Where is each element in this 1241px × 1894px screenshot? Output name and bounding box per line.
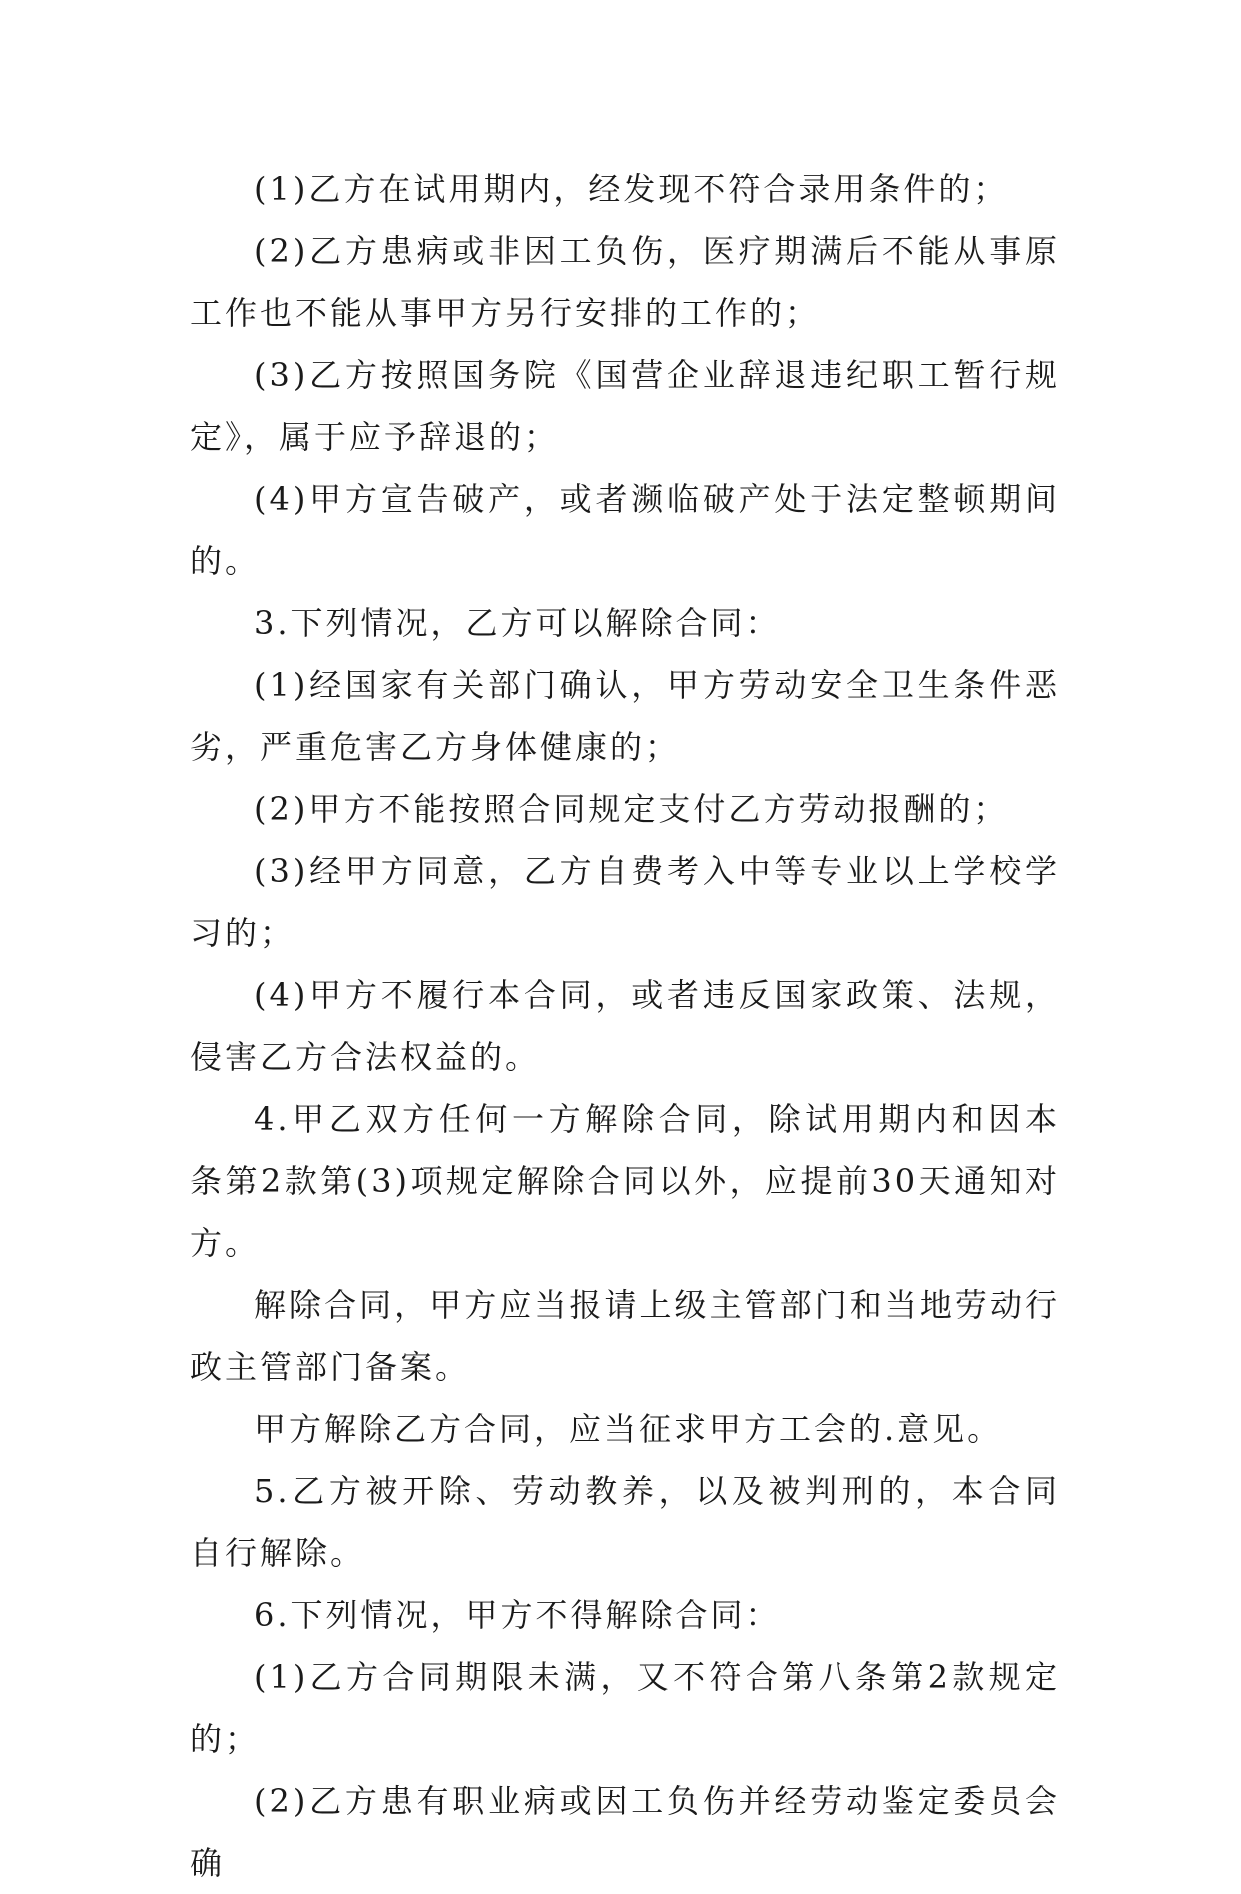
clause-paragraph: 解除合同，甲方应当报请上级主管部门和当地劳动行政主管部门备案。 — [190, 1286, 1060, 1386]
clause-paragraph: (4)甲方宣告破产，或者濒临破产处于法定整顿期间的。 — [190, 480, 1060, 580]
clause-paragraph: (3)经甲方同意，乙方自费考入中等专业以上学校学习的； — [190, 852, 1060, 952]
clause-heading: 6.下列情况，甲方不得解除合同： — [254, 1596, 781, 1634]
clause-paragraph: (1)乙方在试用期内，经发现不符合录用条件的； — [254, 170, 1009, 208]
clause-heading: 3.下列情况，乙方可以解除合同： — [254, 604, 781, 642]
clause-paragraph: (1)乙方合同期限未满，又不符合第八条第2款规定的； — [190, 1658, 1060, 1758]
clause-paragraph: (1)经国家有关部门确认，甲方劳动安全卫生条件恶劣，严重危害乙方身体健康的； — [190, 666, 1060, 766]
clause-paragraph: (2)甲方不能按照合同规定支付乙方劳动报酬的； — [254, 790, 1009, 828]
clause-paragraph: (2)乙方患有职业病或因工负伤并经劳动鉴定委员会确 — [190, 1782, 1060, 1882]
clause-paragraph: (4)甲方不履行本合同，或者违反国家政策、法规，侵害乙方合法权益的。 — [190, 976, 1060, 1076]
clause-paragraph: (3)乙方按照国务院《国营企业辞退违纪职工暂行规定》，属于应予辞退的； — [190, 356, 1060, 456]
contract-text-block — [190, 158, 1060, 1894]
clause-paragraph: (2)乙方患病或非因工负伤，医疗期满后不能从事原工作也不能从事甲方另行安排的工作的； — [190, 232, 1060, 332]
clause-heading: 4.甲乙双方任何一方解除合同，除试用期内和因本条第2款第(3)项规定解除合同以外，应提前30天通知对方。 — [190, 1100, 1060, 1262]
clause-paragraph: 甲方解除乙方合同，应当征求甲方工会的.意见。 — [254, 1410, 1003, 1448]
clause-heading: 5.乙方被开除、劳动教养，以及被判刑的，本合同自行解除。 — [190, 1472, 1060, 1572]
